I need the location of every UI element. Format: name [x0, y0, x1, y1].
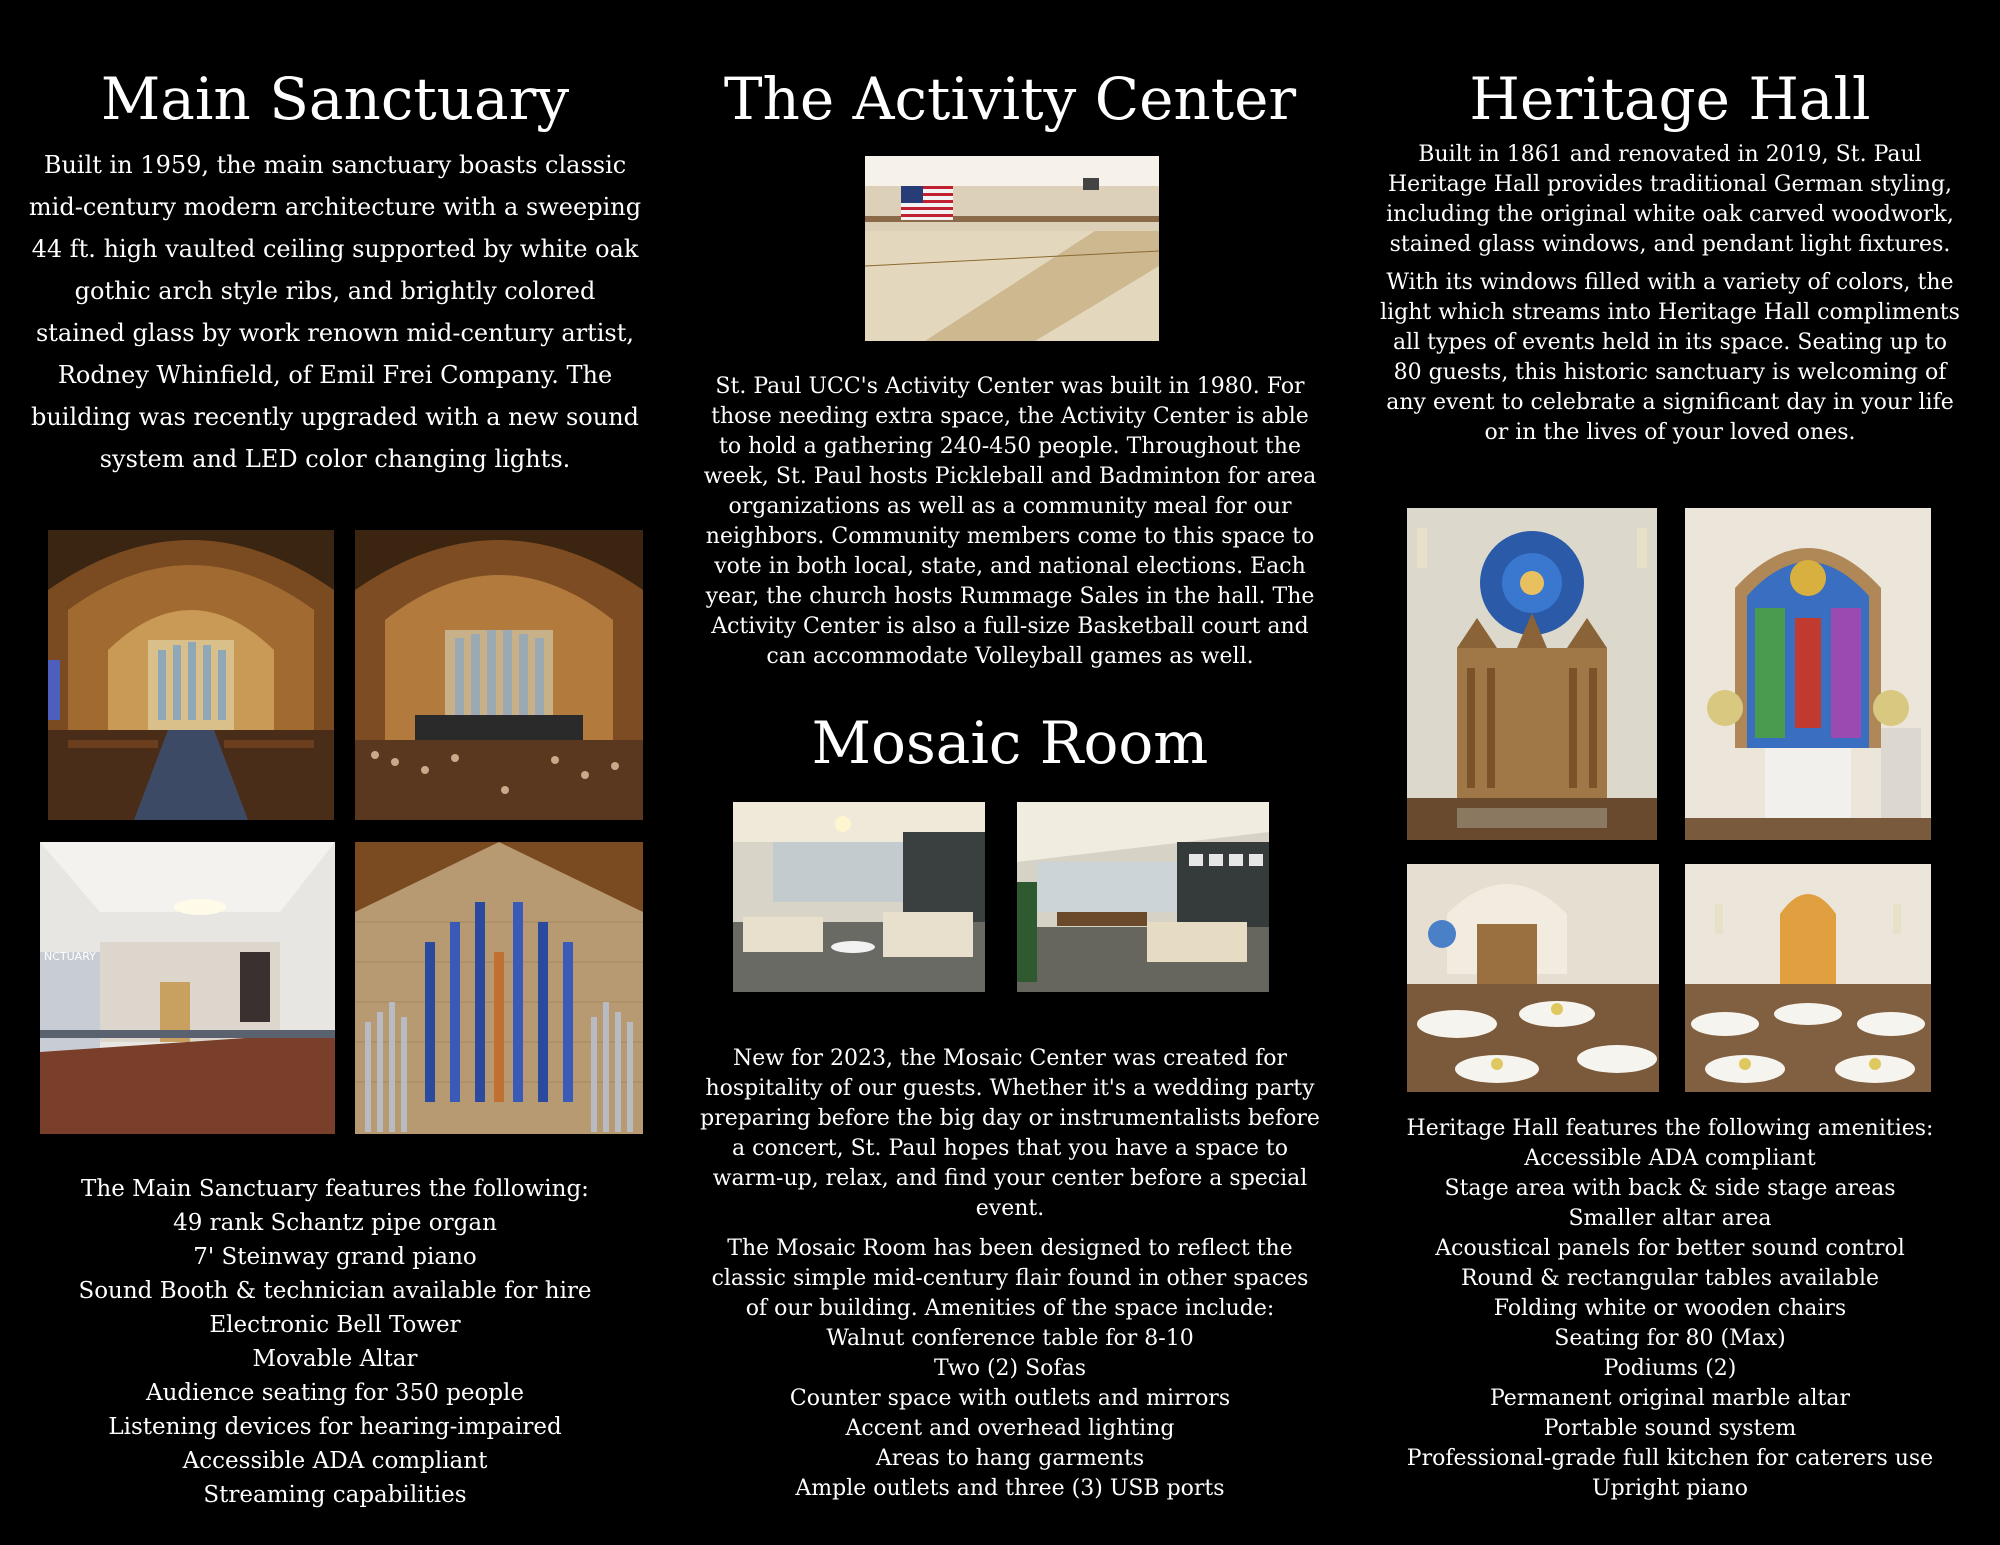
main-sanctuary-feature-item: Streaming capabilities — [203, 1482, 467, 1508]
mosaic-room-photo-left — [733, 802, 985, 992]
heritage-hall-feature-item: Round & rectangular tables available — [1460, 1266, 1880, 1291]
activity-center-description: St. Paul UCC's Activity Center was built in 1980. For those needing extra space, the Activity Center is able to hold a gathering 240-450 people. Throughout the week, St. Paul hosts Pickleball and Badminton for area organizations as well as a community meal for our neighbors. Community members come to this space to vote in both local, state, and national elections. Each year, the church hosts Rummage Sales in the hall. The Activity Center is also a full-size Basketball court and can accommodate Volleyball games as well. — [703, 374, 1317, 669]
activity-center-title: The Activity Center — [723, 65, 1297, 133]
activity-center-photo — [865, 156, 1159, 341]
main-sanctuary-title: Main Sanctuary — [100, 65, 570, 133]
mosaic-room-amenity-item: Counter space with outlets and mirrors — [789, 1386, 1231, 1411]
lobby-sign-text: NCTUARY — [44, 950, 96, 963]
main-sanctuary-feature-item: Listening devices for hearing-impaired — [108, 1414, 562, 1440]
mosaic-room-title: Mosaic Room — [811, 709, 1209, 777]
main-sanctuary-feature-item: 49 rank Schantz pipe organ — [173, 1210, 497, 1236]
main-sanctuary-photo-nave — [48, 530, 334, 820]
heritage-hall-feature-item: Permanent original marble altar — [1489, 1386, 1850, 1411]
activity-center-text — [690, 372, 1330, 672]
heritage-hall-feature-item: Folding white or wooden chairs — [1493, 1296, 1847, 1321]
heritage-hall-feature-item: Podiums (2) — [1603, 1356, 1737, 1381]
heritage-hall-feature-item: Upright piano — [1592, 1476, 1748, 1501]
heritage-hall-photo-tables-right — [1685, 864, 1931, 1092]
mosaic-room-amenity-item: Two (2) Sofas — [934, 1356, 1086, 1381]
mosaic-room-amenity-item: Ample outlets and three (3) USB ports — [795, 1476, 1225, 1501]
heritage-hall-feature-item: Stage area with back & side stage areas — [1444, 1176, 1896, 1201]
heritage-hall-photo-altar — [1685, 508, 1931, 840]
heritage-hall-description-2: With its windows filled with a variety of colors, the light which streams into Heritage Hall compliments all types of events held in its space. Seating up to 80 guests, this historic sanctuary is welcoming of any event to celebrate a significant day in your life or in the lives of your loved ones. — [1380, 269, 1960, 445]
mosaic-room-photo-right — [1017, 802, 1269, 992]
main-sanctuary-feature-item: Audience seating for 350 people — [145, 1380, 525, 1406]
main-sanctuary-photo-organ — [355, 842, 643, 1134]
mosaic-room-amenity-item: Areas to hang garments — [875, 1446, 1145, 1471]
heritage-hall-photo-tables-left — [1407, 864, 1659, 1092]
heritage-hall-title: Heritage Hall — [1469, 65, 1871, 133]
mosaic-room-text — [690, 1044, 1330, 1504]
heritage-hall-features — [1370, 1114, 1970, 1504]
mosaic-room-amenity-item: Accent and overhead lighting — [845, 1416, 1175, 1441]
main-sanctuary-photo-lobby — [40, 842, 335, 1134]
mosaic-room-title-wrap — [690, 709, 1330, 777]
heritage-hall-feature-item: Accessible ADA compliant — [1524, 1146, 1816, 1171]
main-sanctuary-feature-item: Sound Booth & technician available for hire — [78, 1278, 592, 1304]
mosaic-room-description-1: New for 2023, the Mosaic Center was created for hospitality of our guests. Whether it's a wedding party preparing before the big day or instrumentalists before a concert, St. Paul hopes that you have a space to warm-up, relax, and find your center before a special event. — [700, 1046, 1320, 1221]
main-sanctuary-photo-concert — [355, 530, 643, 820]
main-sanctuary-features-heading: The Main Sanctuary features the following: — [81, 1176, 589, 1202]
main-sanctuary-features — [20, 1172, 650, 1512]
main-sanctuary-feature-item: Electronic Bell Tower — [209, 1312, 461, 1338]
heritage-hall-feature-item: Professional-grade full kitchen for caterers use — [1406, 1446, 1934, 1471]
mosaic-room-description-2: The Mosaic Room has been designed to reflect the classic simple mid-century flair found in other spaces of our building. Amenities of the space include: — [711, 1236, 1309, 1321]
heritage-hall-feature-item: Acoustical panels for better sound control — [1435, 1236, 1905, 1261]
main-sanctuary-description: Built in 1959, the main sanctuary boasts classic mid-century modern architecture with a sweeping 44 ft. high vaulted ceiling supported by white oak gothic arch style ribs, and brightly colored stained glass by work renown mid-century artist, Rodney Whinfield, of Emil Frei Company. The building was recently upgraded with a new sound system and LED color changing lights. — [28, 150, 642, 473]
heritage-hall-feature-item: Smaller altar area — [1568, 1206, 1772, 1231]
main-sanctuary-feature-item: Movable Altar — [252, 1346, 418, 1372]
heritage-hall-photo-organ — [1407, 508, 1657, 840]
heritage-hall-description-1: Built in 1861 and renovated in 2019, St. Paul Heritage Hall provides traditional German styling, including the original white oak carved woodwork, stained glass windows, and pendant light fixtures. — [1386, 141, 1954, 257]
heritage-hall-column — [1370, 0, 1970, 448]
heritage-hall-feature-item: Portable sound system — [1543, 1416, 1797, 1441]
heritage-hall-feature-item: Seating for 80 (Max) — [1554, 1326, 1786, 1351]
heritage-hall-features-heading: Heritage Hall features the following amenities: — [1406, 1116, 1934, 1141]
main-sanctuary-feature-item: 7' Steinway grand piano — [193, 1244, 477, 1270]
activity-center-column — [690, 0, 1330, 132]
main-sanctuary-column — [20, 0, 650, 480]
mosaic-room-amenity-item: Walnut conference table for 8-10 — [826, 1326, 1194, 1351]
main-sanctuary-feature-item: Accessible ADA compliant — [182, 1448, 488, 1474]
